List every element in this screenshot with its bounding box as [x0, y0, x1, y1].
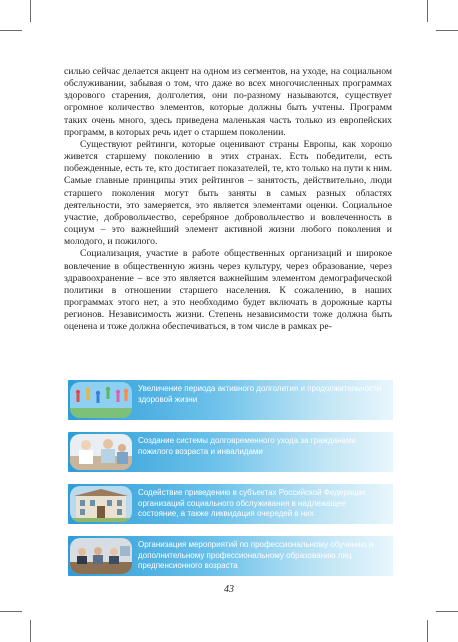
paragraph: силью сейчас делается акцент на одном из сегментов, на уходе, на социальном обслуживании, забывая о том, что даже во всех многочисленных программах здорового старения, долголетия, они по-разному называются, существует огромное количество элементов, которые должны быть учтены. Программ таких очень много, здесь приведена маленькая часть только из европейских программ, в которых речь идет о старшем поколении.: [64, 66, 392, 138]
crop-mark: [436, 611, 458, 612]
photo-caregivers: [70, 434, 132, 470]
photo-building: [70, 486, 132, 522]
crop-mark: [436, 30, 458, 31]
crop-mark: [30, 620, 31, 642]
figure-item-label: Создание системы долговременного ухода за гражданами пожилого возраста и инвалидами: [138, 436, 356, 456]
figure-item-label: Увеличение периода активного долголетия и продолжительности здоровой жизни: [138, 384, 382, 404]
figure-item: [68, 380, 393, 420]
figure-item: [68, 536, 393, 576]
photo-jumping-people: [70, 382, 132, 418]
crop-mark: [427, 0, 428, 22]
crop-mark: [427, 620, 428, 642]
crop-mark: [0, 30, 22, 31]
page-number: 43: [224, 584, 234, 595]
paragraph: Социализация, участие в работе общественных организаций и широкое вовлечение в общественную жизнь через культуру, через образование, через здравоохранение – все это является важнейшим элементом демографической политики в отношении старшего населения. К сожалению, в наших программах этого нет, а это необходимо будет включать в дорожные карты регионов. Независимость жизни. Степень независимости тоже должна быть оценена и тоже должна обеспечиваться, в том числе в рамках ре-: [64, 248, 392, 333]
body-text: [64, 66, 392, 333]
figure-item-label: Организация мероприятий по профессиональному обучению и дополнительному профессиональному образованию лиц предпенсионного возраста: [138, 540, 374, 570]
crop-mark: [30, 0, 31, 22]
crop-mark: [0, 611, 22, 612]
figure-item-label: Содействие приведению в субъектах Российской Федерации организаций социального обслуживания в надлежащее состояние, а также ликвидация очередей в них: [138, 488, 366, 518]
photo-classroom: [70, 538, 132, 574]
figure-item: [68, 484, 393, 524]
paragraph: Существуют рейтинги, которые оценивают страны Европы, как хорошо живется старшему поколению в этих странах. Есть победители, есть побежденные, есть те, кто достигает показателей, те, кто только на пути к ним. Самые главные принципы этих рейтингов – занятость, действительно, люди старшего поколения могут быть заняты в самых разных областях деятельности, это замеряется, это является элементами оценки. Социальное участие, добровольчество, серебряное добровольчество и вовлеченность в социум – это важнейший элемент активной жизни любого поколения и молодого, и пожилого.: [64, 138, 392, 248]
priorities-figure: [68, 380, 393, 577]
figure-item: [68, 432, 393, 472]
